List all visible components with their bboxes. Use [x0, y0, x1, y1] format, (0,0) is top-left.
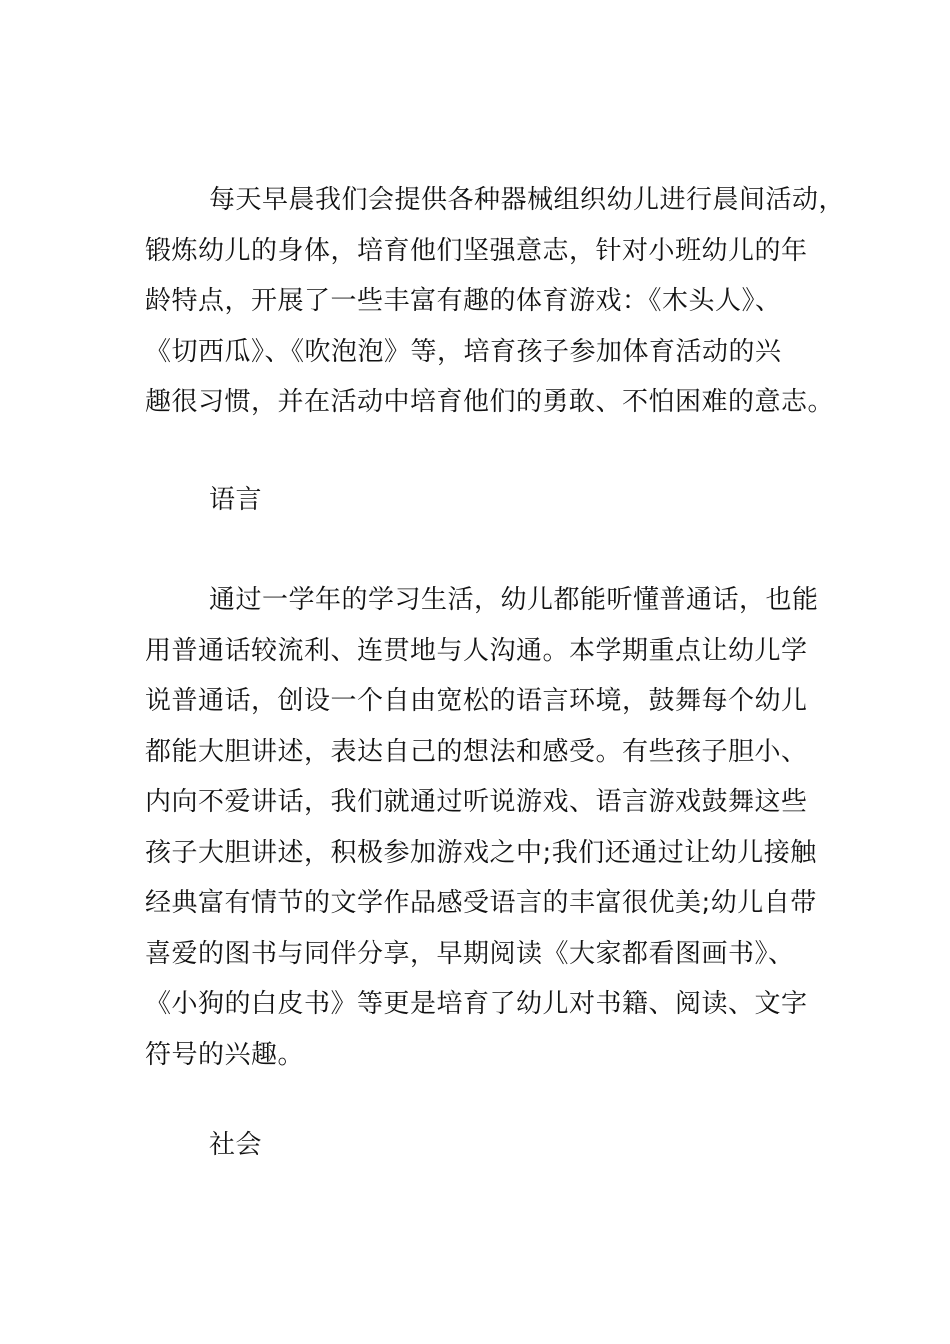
- paragraph-line: 《小狗的白皮书》等更是培育了幼儿对书籍、阅读、文字: [145, 989, 808, 1019]
- paragraph-line: 内向不爱讲话，我们就通过听说游戏、语言游戏鼓舞这些: [145, 787, 808, 817]
- paragraph-line: 龄特点，开展了一些丰富有趣的体育游戏：《木头人》、: [145, 286, 782, 316]
- section-heading-language: [145, 475, 825, 526]
- paragraph-line: 经典富有情节的文学作品感受语言的丰富很优美;幼儿自带: [145, 888, 817, 918]
- paragraph-line: 孩子大胆讲述，积极参加游戏之中;我们还通过让幼儿接触: [145, 837, 817, 868]
- paragraph-language: [145, 575, 825, 1080]
- section-heading-social: [145, 1120, 825, 1171]
- paragraph-line: 说普通话，创设一个自由宽松的语言环境，鼓舞每个幼儿: [145, 686, 808, 716]
- paragraph-line: 《切西瓜》、《吹泡泡》等，培育孩子参加体育活动的兴: [145, 336, 782, 367]
- section-heading-text: 社会: [209, 1130, 263, 1160]
- paragraph-line: 通过一学年的学习生活，幼儿都能听懂普通话，也能: [209, 585, 819, 615]
- paragraph-line: 每天早晨我们会提供各种器械组织幼儿进行晨间活动，: [209, 185, 846, 215]
- paragraph-line: 锻炼幼儿的身体，培育他们坚强意志，针对小班幼儿的年: [145, 235, 808, 266]
- paragraph-line: 用普通话较流利、连贯地与人沟通。本学期重点让幼儿学: [145, 635, 808, 666]
- paragraph-line: 趣很习惯，并在活动中培育他们的勇敢、不怕困难的意志。: [145, 387, 835, 417]
- paragraph-physical-activities: [145, 175, 846, 428]
- paragraph-line: 符号的兴趣。: [145, 1039, 305, 1070]
- paragraph-line: 都能大胆讲述，表达自己的想法和感受。有些孩子胆小、: [145, 736, 808, 767]
- paragraph-line: 喜爱的图书与同伴分享，早期阅读《大家都看图画书》、: [145, 938, 795, 969]
- section-heading-text: 语言: [209, 485, 263, 515]
